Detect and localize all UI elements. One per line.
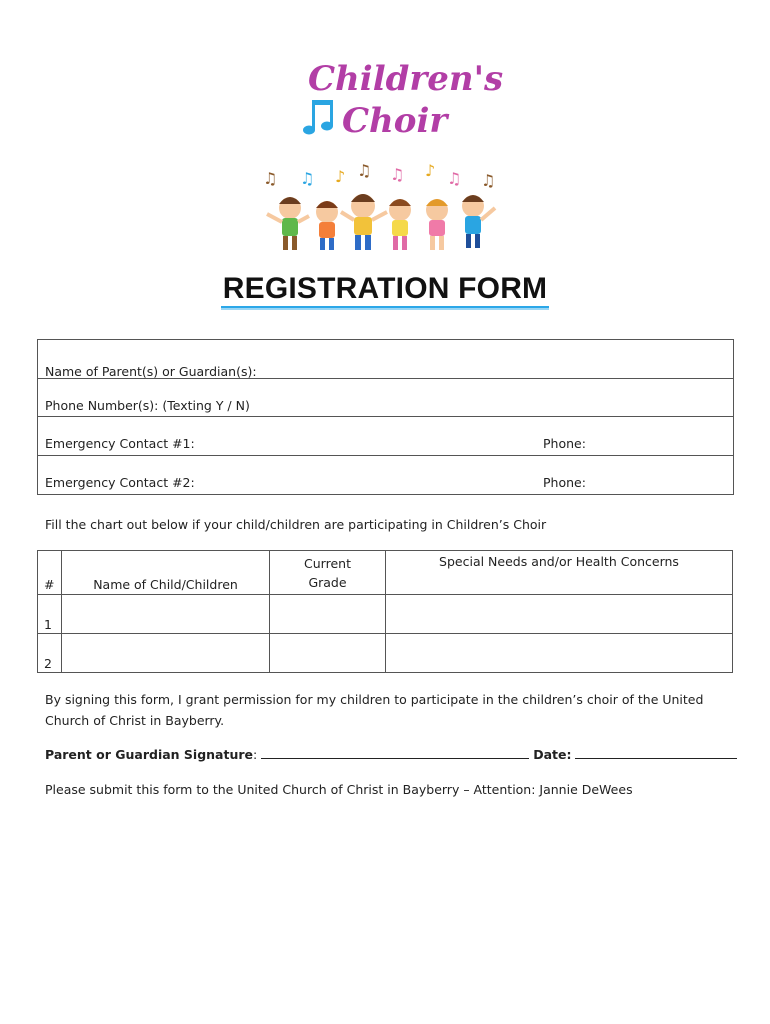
kid-figure-icon (462, 195, 495, 248)
logo-text-line1: Children's (308, 59, 504, 99)
music-notes-icon (263, 161, 495, 190)
childrens-choir-logo (300, 52, 504, 142)
phone-numbers-row[interactable] (37, 378, 733, 417)
permission-statement: By signing this form, I grant permission for my children to participate in the children’s choir of the United Church of Christ in Bayberry. (45, 692, 704, 728)
emergency-contact-1-phone-label: Phone: (543, 436, 586, 451)
svg-text:♪: ♪ (425, 161, 436, 180)
signature-label: Parent or Guardian Signature (45, 747, 253, 762)
signature-line[interactable] (261, 746, 529, 759)
dancing-kids-illustration (255, 160, 505, 260)
svg-text:♫: ♫ (481, 171, 496, 190)
svg-text:♫: ♫ (263, 169, 278, 188)
kid-figure-icon (316, 201, 338, 250)
grade-cell[interactable] (270, 634, 386, 673)
chart-instruction: Fill the chart out below if your child/children are participating in Children’s Choir (45, 517, 547, 532)
emergency-contact-2-row[interactable] (37, 455, 733, 494)
special-needs-cell[interactable] (386, 634, 733, 673)
child-name-cell[interactable] (62, 595, 270, 634)
svg-text:♫: ♫ (357, 161, 372, 180)
date-label: Date: (533, 747, 572, 762)
kid-figure-icon (341, 194, 387, 250)
emergency-contact-1-label: Emergency Contact #1: (45, 436, 195, 451)
svg-text:♫: ♫ (390, 165, 405, 184)
svg-text:♫: ♫ (300, 169, 315, 188)
date-line[interactable] (575, 746, 737, 759)
phone-numbers-label: Phone Number(s): (Texting Y / N) (45, 398, 250, 413)
logo-text-line2: Choir (342, 101, 448, 141)
svg-text:♫: ♫ (447, 169, 462, 188)
svg-text:♪: ♪ (335, 167, 346, 186)
table-row (38, 595, 733, 634)
grade-header-line2: Grade (308, 575, 347, 590)
emergency-contact-2-label: Emergency Contact #2: (45, 475, 195, 490)
kid-figure-icon (389, 199, 411, 250)
grade-cell[interactable] (270, 595, 386, 634)
emergency-contact-2-phone-label: Phone: (543, 475, 586, 490)
kid-figure-icon (267, 197, 309, 250)
column-header-child-name: Name of Child/Children (62, 551, 270, 595)
form-title: REGISTRATION FORM (0, 272, 770, 310)
parent-name-label: Name of Parent(s) or Guardian(s): (45, 364, 257, 379)
table-header-row (38, 551, 733, 595)
special-needs-cell[interactable] (386, 595, 733, 634)
table-row (38, 634, 733, 673)
kid-figure-icon (426, 199, 448, 250)
submit-instruction: Please submit this form to the United Church of Christ in Bayberry – Attention: Jannie DeWees (45, 782, 633, 797)
signature-row (45, 746, 737, 762)
column-header-special-needs: Special Needs and/or Health Concerns (386, 551, 733, 595)
child-name-cell[interactable] (62, 634, 270, 673)
signature-colon: : (253, 747, 258, 762)
music-note-icon (303, 100, 333, 135)
grade-header-line1: Current (304, 556, 351, 571)
row-number: 2 (38, 634, 62, 673)
children-table (37, 550, 733, 673)
row-number: 1 (38, 595, 62, 634)
column-header-grade (270, 551, 386, 595)
emergency-contact-1-row[interactable] (37, 416, 733, 455)
column-header-number: # (38, 551, 62, 595)
